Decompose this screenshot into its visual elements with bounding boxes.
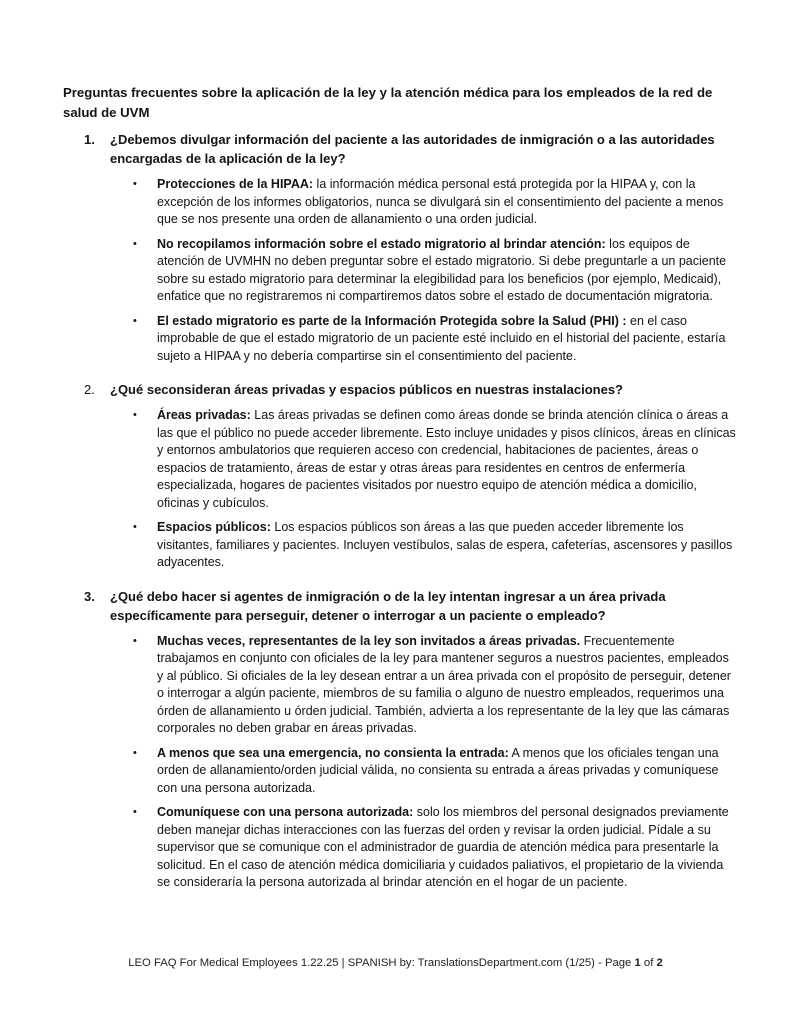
- question-3: [84, 587, 739, 625]
- bullet-bold-lead: El estado migratorio es parte de la Información Protegida sobre la Salud (PHI) :: [157, 313, 627, 328]
- bullet-icon: •: [133, 746, 137, 759]
- bullet-text: [157, 745, 737, 798]
- bullet-bold-lead: Comuníquese con una persona autorizada:: [157, 805, 414, 819]
- bullet-bold-lead: Espacios públicos:: [157, 520, 271, 534]
- bullet-body-text: Frecuentemente trabajamos en conjunto con oficiales de la ley para mantener seguros a nuestros pacientes, empleados y al público. Si oficiales de la ley desean entrar a un área privada con el propósito de perseguir, detener o interrogar a algún paciente, miembros de su familia o alguno de nuestro empleados, requerimos una órden de allanamiento u órden judicial. También, advierta a los representante de la ley que las cámaras corporales no deben grabar en áreas privadas.: [157, 633, 731, 735]
- list-item: [133, 407, 739, 512]
- bullet-text: [157, 804, 737, 892]
- question-2-text: ¿Qué seconsideran áreas privadas y espacios públicos en nuestras instalaciones?: [110, 382, 623, 397]
- bullet-text: [157, 519, 737, 572]
- bullet-text: [157, 407, 737, 512]
- question-1-number: 1.: [84, 132, 95, 147]
- document-title: Preguntas frecuentes sobre la aplicación de la ley y la atención médica para los empleados de la red de salud de UVM: [63, 85, 713, 120]
- bullet-body-text: la información médica personal está protegida por la HIPAA y, con la excepción de los informes obligatorios, nunca se divulgará sin el consentimiento del paciente a menos que se nos presente una orden de allanamiento o una orden judicial.: [157, 177, 724, 226]
- faq-item-3: [63, 587, 739, 892]
- bullet-body-text: Los espacios públicos son áreas a las que pueden acceder libremente los visitantes, familiares y pacientes. Incluyen vestíbulos, salas de espera, cafeterías, ascensores y pasillos adyacentes.: [157, 520, 733, 569]
- footer-text: LEO FAQ For Medical Employees 1.22.25 | SPANISH by: TranslationsDepartment.com (1/25) - Page: [128, 957, 635, 969]
- bullet-body-text: Las áreas privadas se definen como áreas donde se brinda atención clínica o áreas a las que el público no puede acceder libremente. Esto incluye unidades y pisos clínicos, áreas en clínicas y entornos ambulatorios que requieren acceso con credencial, habitaciones de pacientes, áreas o espacios de tratamiento, áreas de estar y otras áreas para residentes en centros de enfermería especializada, hogares de pacientes visitados por nuestro equipo de atención médica a domicilio, oficinas y cubículos.: [157, 408, 736, 510]
- list-item: [133, 313, 739, 366]
- bullet-body-text: solo los miembros del personal designados previamente deben manejar dichas interacciones con las fuerzas del orden y revisar la orden judicial. Pídale a su supervisor que se comunique con el administrador de guardia de atención médica para presentarle la solicitud. En el caso de atención médica domiciliaria y cuidados paliativos, el propietario de la vivienda se consideraría la persona autorizada al brindar atención en el hogar de un paciente.: [157, 805, 729, 889]
- faq-item-2: [63, 380, 739, 572]
- bullet-text: [157, 633, 737, 738]
- page-footer: [0, 957, 791, 969]
- bullet-icon: •: [133, 634, 137, 647]
- question-2: [84, 380, 739, 399]
- bullet-bold-lead: A menos que sea una emergencia, no consienta la entrada:: [157, 745, 509, 760]
- list-item: [133, 745, 739, 798]
- list-item: [133, 633, 739, 738]
- bullet-icon: •: [133, 806, 137, 818]
- bullet-icon: •: [133, 409, 137, 421]
- list-item: [133, 236, 739, 306]
- bullet-body-text: en el caso improbable de que el estado migratorio de un paciente esté incluido en el historial del paciente, estaría sujeto a HIPAA y no debería compartirse sin el consentimiento del paciente.: [157, 313, 726, 363]
- bullet-icon: •: [133, 314, 137, 327]
- question-3-text: ¿Qué debo hacer si agentes de inmigración o de la ley intentan ingresar a un área privada específicamente para perseguir, detener o interrogar a un paciente o empleado?: [110, 588, 666, 623]
- list-item: [133, 804, 739, 892]
- question-2-number: 2.: [84, 382, 95, 397]
- bullet-icon: •: [133, 521, 137, 533]
- bullet-body-text: los equipos de atención de UVMHN no deben preguntar sobre el estado migratorio. Si debe preguntarle a un paciente sobre su estado migratorio para determinar la elegibilidad para los beneficios (por ejemplo, Medicaid), enfatice que no registraremos ni compartiremos datos sobre el estado de documentación migratoria.: [157, 236, 727, 303]
- bullet-text: [157, 236, 737, 306]
- question-3-bullets: [133, 633, 739, 892]
- list-item: [133, 176, 739, 229]
- bullet-body-text: A menos que los oficiales tengan una orden de allanamiento/orden judicial válida, no consienta su entrada a áreas privadas y comuníquese con una persona autorizada.: [157, 745, 719, 795]
- bullet-icon: •: [133, 237, 137, 250]
- total-pages: 2: [656, 957, 663, 969]
- bullet-icon: •: [133, 178, 137, 190]
- bullet-bold-lead: Muchas veces, representantes de la ley son invitados a áreas privadas.: [157, 633, 581, 648]
- bullet-text: [157, 313, 737, 366]
- question-2-bullets: [133, 407, 739, 572]
- faq-item-1: [63, 130, 739, 365]
- question-3-number: 3.: [84, 588, 95, 604]
- list-item: [133, 519, 739, 572]
- bullet-bold-lead: Protecciones de la HIPAA:: [157, 177, 314, 191]
- bullet-bold-lead: No recopilamos información sobre el estado migratorio al brindar atención:: [157, 236, 606, 251]
- page-number: 1: [634, 957, 641, 969]
- footer-of-text: of: [640, 957, 657, 969]
- question-1: [84, 130, 739, 168]
- document-content: [63, 83, 739, 892]
- bullet-text: [157, 176, 737, 229]
- bullet-bold-lead: Áreas privadas:: [157, 408, 251, 422]
- question-1-text: ¿Debemos divulgar información del paciente a las autoridades de inmigración o a las autoridades encargadas de la aplicación de la ley?: [110, 132, 715, 166]
- question-1-bullets: [133, 176, 739, 365]
